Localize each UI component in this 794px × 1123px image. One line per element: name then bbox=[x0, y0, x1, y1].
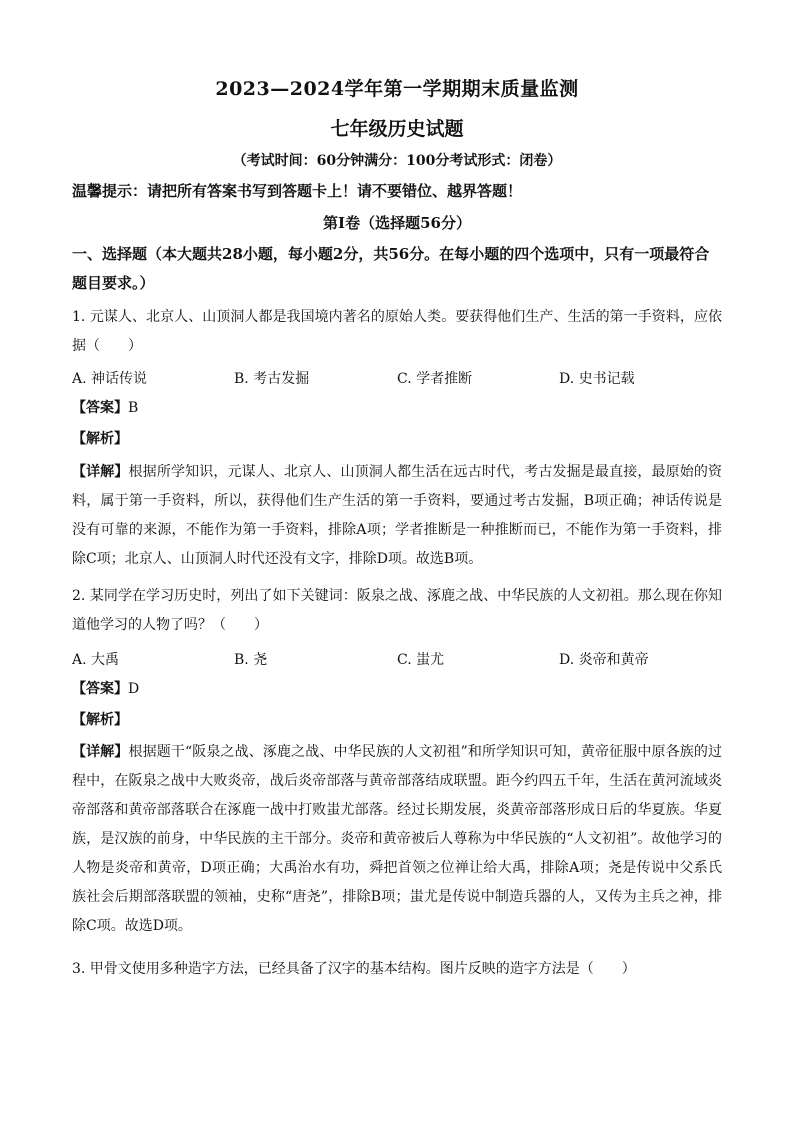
option-b: B. 考古发掘 bbox=[234, 371, 310, 387]
answer-label: 【答案】 bbox=[72, 681, 128, 697]
analysis-label: 【解析】 bbox=[72, 712, 128, 728]
option-d: D. 史书记载 bbox=[559, 371, 635, 387]
option-a: A. 大禹 bbox=[72, 652, 120, 668]
exam-subtitle: 七年级历史试题 bbox=[330, 118, 464, 140]
detail-label: 【详解】 bbox=[72, 744, 129, 760]
detail-text: 根据题干“阪泉之战、涿鹿之战、中华民族的人文初祖”和所学知识可知，黄帝征服中原各族的过程中，在阪泉之战中大败炎帝，战后炎帝部落与黄帝部落结成联盟。距今约四五千年，生活在黄河流域炎帝部落和黄帝部落联合在涿鹿一战中打败蚩尤部落。经过长期发展，炎黄帝部落形成日后的华夏族。华夏族，是汉族的前身，中华民族的主干部分。炎帝和黄帝被后人尊称为中华民族的“人文初祖”。故他学习的人物是炎帝和黄帝，D项正确；大禹治水有功，舜把首领之位禅让给大禹，排除A项；尧是传说中父系氏族社会后期部落联盟的领袖，史称“唐尧”，排除B项；蚩尤是传说中制造兵器的人，又传为主兵之神，排除C项。故选D项。 bbox=[72, 744, 723, 934]
question-2-detail bbox=[72, 738, 722, 941]
question-2-answer bbox=[72, 675, 139, 704]
volume-heading: 第Ⅰ卷（选择题56分） bbox=[323, 214, 471, 232]
answer-value: D bbox=[128, 681, 140, 697]
question-2-analysis-label bbox=[72, 706, 128, 735]
question-1-stem: 1. 元谋人、北京人、山顶洞人都是我国境内著名的原始人类。要获得他们生产、生活的第一手资料，应依据（ ） bbox=[72, 309, 722, 354]
option-c: C. 蚩尤 bbox=[397, 652, 445, 668]
option-a: A. 神话传说 bbox=[72, 371, 148, 387]
detail-text: 根据所学知识，元谋人、北京人、山顶洞人都生活在远古时代，考古发掘是最直接，最原始的资料，属于第一手资料，所以，获得他们生产生活的第一手资料，要通过考古发掘，B项正确；神话传说是没有可靠的来源，不能作为第一手资料，排除A项；学者推断是一种推断而已，不能作为第一手资料，排除C项；北京人、山顶洞人时代还没有文字，排除D项。故选B项。 bbox=[72, 464, 723, 567]
option-b: B. 尧 bbox=[234, 652, 268, 668]
question-3-stem: 3. 甲骨文使用多种造字方法，已经具备了汉字的基本结构。图片反映的造字方法是（ ） bbox=[72, 961, 636, 977]
answer-value: B bbox=[128, 400, 139, 416]
answer-label: 【答案】 bbox=[72, 400, 128, 416]
option-c: C. 学者推断 bbox=[397, 371, 473, 387]
section-heading: 一、选择题（本大题共28小题，每小题2分，共56分。在每小题的四个选项中，只有一项最符合题目要求。） bbox=[72, 245, 710, 292]
option-d: D. 炎帝和黄帝 bbox=[559, 652, 649, 668]
warm-tip: 温馨提示：请把所有答案书写到答题卡上！请不要错位、越界答题！ bbox=[72, 182, 523, 200]
detail-label: 【详解】 bbox=[72, 464, 129, 480]
question-1-analysis-label bbox=[72, 425, 128, 454]
question-1-options bbox=[72, 363, 722, 392]
exam-title: 2023—2024学年第一学期期末质量监测 bbox=[215, 78, 579, 100]
analysis-label: 【解析】 bbox=[72, 431, 128, 447]
question-1-answer bbox=[72, 394, 138, 423]
question-1-detail bbox=[72, 458, 722, 574]
question-2-options bbox=[72, 644, 722, 673]
exam-info: （考试时间：60分钟满分：100分考试形式：闭卷） bbox=[232, 153, 562, 169]
question-2-stem: 2. 某同学在学习历史时，列出了如下关键词：阪泉之战、涿鹿之战、中华民族的人文初祖。那么现在你知道他学习的人物了吗？（ ） bbox=[72, 588, 722, 633]
